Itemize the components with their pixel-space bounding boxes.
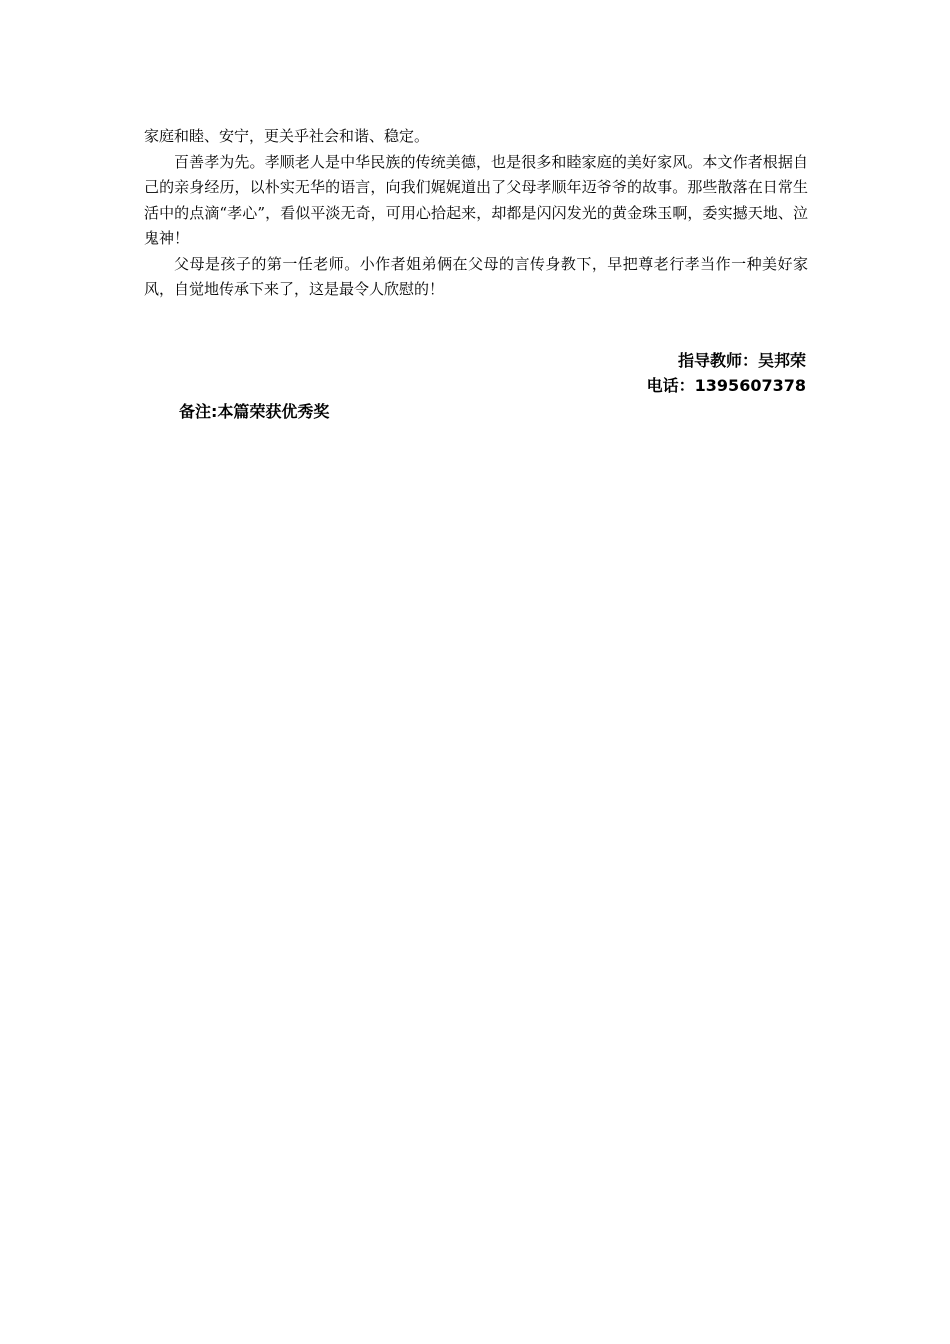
commentary-body — [144, 124, 808, 303]
paragraph-filial-piety: 百善孝为先。孝顺老人是中华民族的传统美德，也是很多和睦家庭的美好家风。本文作者根据自己的亲身经历，以朴实无华的语言，向我们娓娓道出了父母孝顺年迈爷爷的故事。那些散落在日常生活中的点滴“孝心”，看似平淡无奇，可用心拾起来，却都是闪闪发光的黄金珠玉啊，委实撼天地、泣鬼神！ — [144, 152, 808, 247]
signature-block — [647, 348, 806, 398]
paragraph-parents-teachers: 父母是孩子的第一任老师。小作者姐弟俩在父母的言传身教下，早把尊老行孝当作一种美好家风，自觉地传承下来了，这是最令人欣慰的！ — [144, 254, 808, 298]
instructor-name: 指导教师：吴邦荣 — [677, 351, 806, 370]
instructor-phone: 电话：1395607378 — [646, 376, 806, 395]
award-note: 备注:本篇荣获优秀奖 — [179, 402, 330, 421]
paragraph-continuation: 家庭和睦、安宁，更关乎社会和谐、稳定。 — [144, 127, 430, 145]
